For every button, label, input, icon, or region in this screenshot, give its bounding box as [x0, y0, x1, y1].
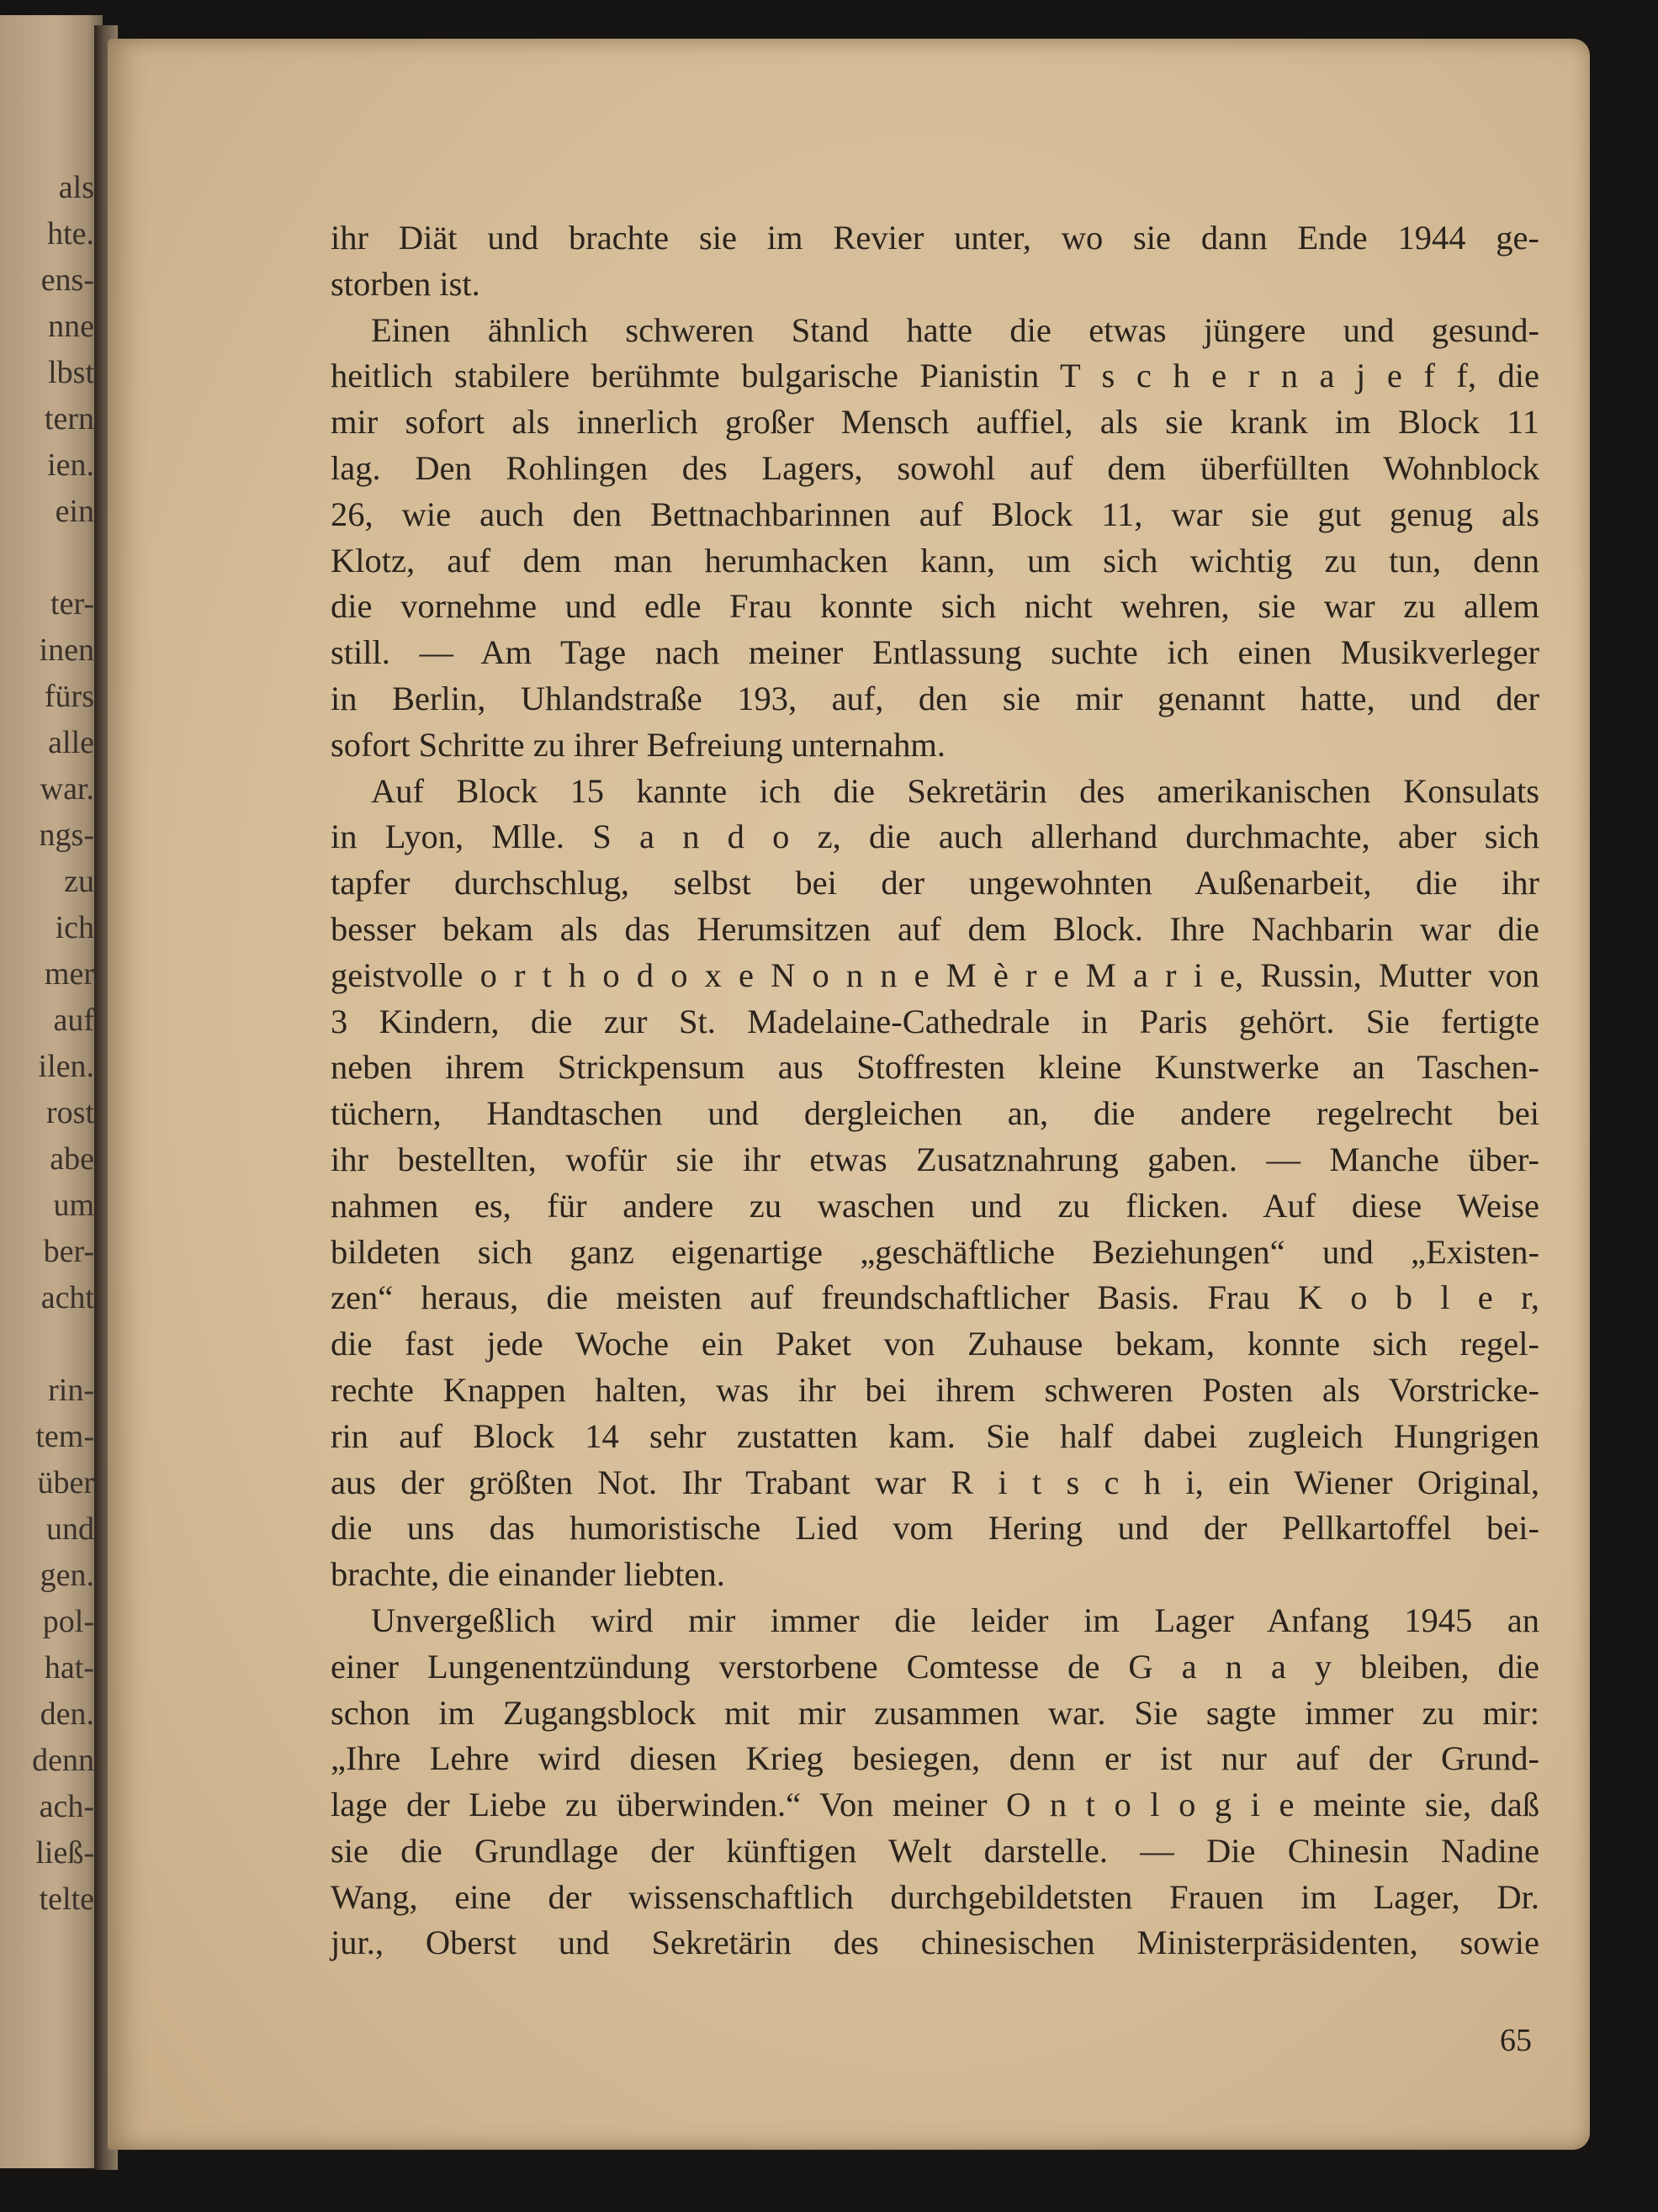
fragment: um [53, 1188, 94, 1223]
text-line: mir sofort als innerlich großer Mensch auffiel, als sie krank im Block 11 [331, 403, 1539, 442]
fragment: hat- [44, 1650, 94, 1685]
fragment: inen [39, 632, 94, 668]
fragment [32, 1321, 94, 1368]
text-line: in Lyon, Mlle. S a n d o z, die auch allerhand durchmachte, aber sich [331, 818, 1539, 856]
text-line: schon im Zugangsblock mit mir zusammen war. Sie sagte immer zu mir: [331, 1693, 1539, 1732]
text-line: besser bekam als das Herumsitzen auf dem Block. Ihre Nachbarin war die [331, 909, 1539, 948]
left-page-edge [0, 15, 103, 2168]
right-page [108, 39, 1590, 2150]
fragment: ließ- [35, 1835, 94, 1871]
fragment: telte [39, 1881, 94, 1917]
text-line: aus der größten Not. Ihr Trabant war R i t s c h i, ein Wiener Original, [331, 1463, 1539, 1501]
text-line: 26, wie auch den Bettnachbarinnen auf Block 11, war sie gut genug als [331, 495, 1539, 533]
text-line: tüchern, Handtaschen und dergleichen an, die andere regelrecht bei [331, 1094, 1539, 1133]
fragment: als [58, 170, 94, 205]
fragment: hte. [47, 216, 94, 251]
text-line: lage der Liebe zu überwinden.“ Von meiner O n t o l o g i e meinte sie, daß [331, 1786, 1539, 1824]
fragment: ien. [47, 447, 94, 483]
fragment: war. [40, 771, 94, 807]
text-line: storben ist. [331, 264, 480, 303]
fragment: rost [46, 1095, 94, 1130]
fragment [32, 535, 94, 581]
text-line: lag. Den Rohlingen des Lagers, sowohl auf dem überfüllten Wohnblock [331, 448, 1539, 487]
fragment: fürs [44, 679, 94, 714]
text-line: tapfer durchschlug, selbst bei der ungewohnten Außenarbeit, die ihr [331, 864, 1539, 902]
text-line: neben ihrem Strickpensum aus Stoffresten kleine Kunstwerke an Taschen- [331, 1048, 1539, 1087]
text-line: ihr Diät und brachte sie im Revier unter, wo sie dann Ende 1944 ge- [331, 219, 1539, 257]
text-line: bildeten sich ganz eigenartige „geschäftliche Beziehungen“ und „Existen- [331, 1232, 1539, 1271]
fragment: und [46, 1511, 94, 1547]
fragment: alle [48, 725, 94, 760]
text-line: einer Lungenentzündung verstorbene Comtesse de G a n a y bleiben, die [331, 1647, 1539, 1685]
fragment: nne [48, 309, 94, 344]
body-text [331, 215, 1539, 1966]
text-line: rechte Knappen halten, was ihr bei ihrem schweren Posten als Vorstricke- [331, 1370, 1539, 1409]
fragment: denn [32, 1743, 94, 1778]
fragment: den. [40, 1696, 94, 1732]
text-line: in Berlin, Uhlandstraße 193, auf, den sie mir genannt hatte, und der [331, 679, 1539, 717]
fragment: tem- [35, 1419, 94, 1454]
fragment: über [37, 1465, 94, 1500]
text-line: brachte, die einander liebten. [331, 1555, 725, 1594]
fragment: ich [55, 910, 94, 945]
text-line: Auf Block 15 kannte ich die Sekretärin des amerikanischen Konsulats [371, 771, 1539, 810]
text-line: sie die Grundlage der künftigen Welt darstelle. — Die Chinesin Nadine [331, 1831, 1539, 1870]
fragment: auf [53, 1003, 94, 1038]
fragment: ilen. [38, 1049, 94, 1084]
fragment: acht [40, 1280, 94, 1315]
fragment: ens- [40, 262, 94, 298]
fragment: mer [44, 956, 94, 992]
text-line: die uns das humoristische Lied vom Hering und der Pellkartoffel bei- [331, 1509, 1539, 1548]
text-line: heitlich stabilere berühmte bulgarische Pianistin T s c h e r n a j e f f, die [331, 357, 1539, 395]
text-line: sofort Schritte zu ihrer Befreiung unternahm. [331, 725, 946, 764]
fragment: abe [50, 1141, 94, 1177]
text-line: die fast jede Woche ein Paket von Zuhause bekam, konnte sich regel- [331, 1325, 1539, 1363]
text-line: Unvergeßlich wird mir immer die leider im Lager Anfang 1945 an [371, 1601, 1539, 1639]
left-page-fragments [32, 165, 94, 1923]
fragment: ein [55, 494, 94, 529]
fragment: lbst [48, 355, 94, 390]
fragment: ber- [43, 1234, 94, 1269]
fragment: ter- [50, 586, 94, 622]
text-line: geistvolle o r t h o d o x e N o n n e M è r e M a r i e, Russin, Mutter von [331, 955, 1539, 994]
text-line: Wang, eine der wissenschaftlich durchgebildetsten Frauen im Lager, Dr. [331, 1877, 1539, 1916]
fragment: ach- [39, 1789, 94, 1824]
fragment: tern [44, 401, 94, 437]
text-line: rin auf Block 14 sehr zustatten kam. Sie half dabei zugleich Hungrigen [331, 1416, 1539, 1455]
fragment: ngs- [39, 818, 94, 853]
text-line: Einen ähnlich schweren Stand hatte die etwas jüngere und gesund- [371, 310, 1539, 349]
text-line: nahmen es, für andere zu waschen und zu flicken. Auf diese Weise [331, 1186, 1539, 1225]
text-line: die vornehme und edle Frau konnte sich nicht wehren, sie war zu allem [331, 587, 1539, 626]
text-line: still. — Am Tage nach meiner Entlassung suchte ich einen Musikverleger [331, 633, 1539, 672]
text-line: Klotz, auf dem man herumhacken kann, um sich wichtig zu tun, denn [331, 541, 1539, 579]
fragment: rin- [48, 1373, 94, 1408]
fragment: pol- [42, 1604, 94, 1639]
fragment: zu [64, 864, 94, 899]
text-line: zen“ heraus, die meisten auf freundschaftlicher Basis. Frau K o b l e r, [331, 1278, 1539, 1317]
text-line: jur., Oberst und Sekretärin des chinesischen Ministerpräsidenten, sowie [331, 1924, 1539, 1962]
text-line: 3 Kindern, die zur St. Madelaine-Cathedrale in Paris gehört. Sie fertigte [331, 1002, 1539, 1040]
text-line: „Ihre Lehre wird diesen Krieg besiegen, denn er ist nur auf der Grund- [331, 1739, 1539, 1778]
fragment: gen. [40, 1558, 94, 1593]
text-line: ihr bestellten, wofür sie ihr etwas Zusatznahrung gaben. — Manche über- [331, 1140, 1539, 1178]
page-number: 65 [1500, 2023, 1532, 2058]
